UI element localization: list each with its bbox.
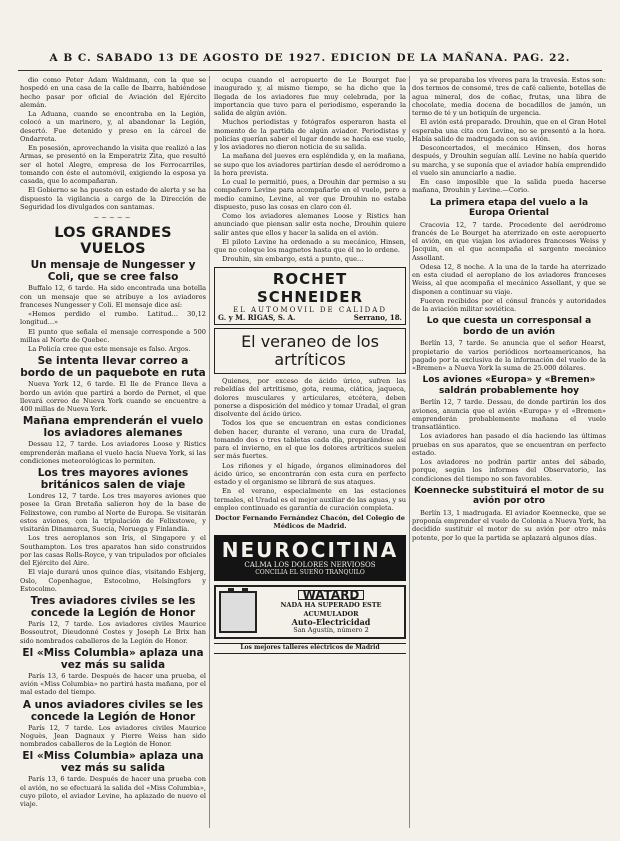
ad-brand: ROCHET SCHNEIDER [257, 269, 363, 306]
paragraph: «Hemos perdido el rumbo. Latitud... 30,12 longitud...» [20, 310, 206, 327]
column-2 [214, 76, 406, 828]
ad-neurocitina [214, 535, 406, 582]
paragraph: ya se preparaba los víveres para la travesía. Estos son: dos termos de consomé, tres de café caliente, botellas de agua mineral, dos de coñac, frutas, una libra de chocolate, media docena de bocadillos de jamón, un termo de té y un botiquín de urgencia. [412, 76, 606, 117]
subhead: Koennecke substituirá el motor de su avión por otro [413, 485, 605, 507]
feature-signature: Doctor Fernando Fernández Chacón, del Colegio de Médicos de Madrid. [215, 514, 405, 531]
paragraph: Quienes, por exceso de ácido úrico, sufren las rebeldías del artritismo, gota, reuma, ciática, jaqueca, dolores musculares y articulares, etcétera, deben ponerse a disposición del médico y tomar Uradal, el gran disolvente del ácido úrico. [214, 377, 406, 418]
ad-dealer: G. y M. RIGAS, S. A. [218, 312, 296, 322]
paragraph: Berlín 13, 7 tarde. Se anuncia que el señor Hearst, propietario de varios periódicos norteamericanos, ha pagado por la exclusiva de la información del vuelo de la «Bremen» a Nueva York la suma de 25.000 dólares. [412, 339, 606, 372]
paragraph: En caso imposible que la salida pueda hacerse mañana, Drouhin y Levine.—Corio. [412, 178, 606, 195]
paragraph: Drouhin, sin embargo, está a punto, que... [222, 255, 364, 264]
paragraph: Todos los que se encuentran en estas condiciones deben hacer, durante el verano, una cura de Uradal, tomando dos o tres tabletas cada día, preparándose así para el invierno, en el que los dolores artríticos suelen ser más fuertes. [214, 419, 406, 461]
ad-claim: CALMA LOS DOLORES NERVIOSOS [244, 560, 376, 569]
paragraph: La mañana del jueves era espléndida y, en la mañana, se supo que los aviadores partirían desde el aeródromo a la hora prevista. [214, 152, 406, 177]
paragraph: Lo cual le permitió, pues, a Drouhin dar permiso a su compañero Levine para acompañarle en el vuelo, pero a medio camino, Levine, al ver que Drouhin no estaba dispuesto, puso las cosas en claro con él. [214, 178, 406, 211]
paragraph: En posesión, aprovechando la visita que realizó a las Armas, se presentó en la Emperatriz Zita, que resultó ser el hotel Alegre, empresa de los Ferrocarriles, tomando con éste el automóvil, exigiendo la esposa ya casada, que lo acompañaran. [20, 144, 206, 185]
paragraph: Nueva York 12, 6 tarde. El Ile de France lleva a bordo un avión que partirá a bordo de Pernet, el que llevará correo de Nueva York cuando se encuentre a 400 millas de Nueva York. [20, 380, 206, 413]
paragraph: Buffalo 12, 6 tarde. Ha sido encontrada una botella con un mensaje que se atribuye a los aviadores franceses Nungesser y Coli. El mensaje dice así: [20, 284, 206, 309]
ad-brand: NEUROCITINA [221, 537, 399, 562]
battery-icon [219, 591, 257, 633]
subhead: Lo que cuesta un corresponsal a bordo de un avión [426, 316, 592, 337]
ad-strip: Los mejores talleres eléctricos de Madrid [214, 643, 406, 653]
paragraph: Los tres aeroplanos son Iris, el Singapore y el Southampton. Los tres aparatos han sido construidos por las casas Rolls-Royce, y van tripulados por oficiales del Ejército del Aire. [20, 534, 206, 567]
subhead: Los tres mayores aviones británicos salen de viaje [37, 467, 189, 491]
ad-line: San Agustín, número 2 [293, 626, 369, 634]
subhead: Un mensaje de Nungesser y Coli, que se cree falso [30, 259, 196, 284]
column-3 [412, 76, 606, 828]
ad-dealer-row [218, 314, 402, 322]
paragraph: La Aduana, cuando se encontraba en la Legión, colocó a un marinero, y, al abandonar la Legión, desertó. Fue detenido y preso en la cárcel de Ondarreta. [20, 110, 206, 143]
ad-address: Serrano, 18. [353, 312, 402, 322]
paragraph: En el verano, especialmente en las estaciones termales, el Uradal es el mejor auxiliar de las aguas, y su empleo continuado es garantía de curación completa. [214, 487, 406, 512]
paragraph: El avión está preparado. Drouhin, que en el Gran Hotel esperaba una cita con Levine, no se presentó a la hora. Había salido de madrugada con su avión. [412, 118, 606, 143]
subhead: A unos aviadores civiles se les concede la Legión de Honor [22, 698, 204, 723]
paragraph: El punto que señala el mensaje corresponde a 500 millas al Norte de Quebec. [20, 327, 206, 344]
paragraph: El Gobierno se ha puesto en estado de alerta y se ha dispuesto la vigilancia a cargo de la Dirección de Seguridad los divulgados con santamas. [20, 186, 206, 211]
paragraph: Como los aviadores alemanes Loose y Ristics han anunciado que piensan salir esta noche, Drouhin quiere salir antes que ellos y hacer la salida en el avión. [214, 212, 406, 237]
paragraph: Los riñones y el hígado, órganos eliminadores del ácido úrico, se encontrarán con esta cura en perfecto estado y el organismo se librará de sus ataques. [214, 461, 406, 486]
paragraph: El viaje durará unos quince días, visitando Esbjerg, Oslo, Copenhague, Estocolmo, Helsingfors y Estocolmo. [20, 568, 206, 593]
paragraph: París 12, 7 tarde. Los aviadores civiles Maurice Noguès, Jean Dagnaux y Pierre Weiss han sido nombrados caballeros de la Legión de Honor. [20, 723, 206, 748]
feature-title: El veraneo de los artríticos [214, 328, 406, 374]
subhead: El «Miss Columbia» aplaza una vez más su salida [22, 646, 204, 671]
paragraph: París 13, 6 tarde. Después de hacer una prueba con el avión, no se efectuará la salida del «Miss Columbia», cuyo piloto, el aviador Levine, ha aplazado de nuevo el viaje. [20, 775, 206, 808]
ad-brand: WATARD [298, 590, 365, 600]
paragraph: Londres 12, 7 tarde. Los tres mayores aviones que posee la Gran Bretaña salieron hoy de la base de Felixstowe, con rumbo al Norte de Europa. Se visitarán estos aviones, con la tripulación de Felixstowe, y visitarán Dinamarca, Suecia, Noruega y Finlandia. [20, 492, 206, 533]
subhead: El «Miss Columbia» aplaza una vez más su salida [22, 750, 204, 775]
paragraph: dio como Peter Adam Waldmann, con la que se hospedó en una casa de la calle de Ibarra, habiéndose hecho pasar por oficial de Aviación del Ejército alemán. [20, 76, 206, 109]
paragraph: Muchos periodistas y fotógrafos esperaron hasta el momento de la partida de algún aviador. Periodistas y policías querían saber el lugar donde se hacía ese vuelo, y los aviadores no dieron noticia de su salida. [214, 118, 406, 151]
column-divider-1 [209, 76, 210, 828]
column-divider-2 [409, 76, 410, 828]
ad-line: Auto-Electricidad [291, 616, 371, 627]
paragraph: ocupa cuando el aeropuerto de Le Bourget fue inaugurado y, al mismo tiempo, se ha dicho que la llegada de los aviadores fue muy celebrada, por la importancia que tuvo para el periodismo, esperando la salida de algún avión. [214, 76, 406, 117]
paragraph: Berlín 13, 1 madrugada. El aviador Koennecke, que se proponía emprender el vuelo de Colonia a Nueva York, ha decidido sustituir el motor de su avión por otro más potente, por lo que la partida se aplazará algunos días. [412, 508, 606, 542]
paragraph: La Policía cree que este mensaje es falso. Argos. [28, 345, 191, 353]
paragraph: Berlín 12, 7 tarde. Dessau, de donde partirán los dos aviones, anuncia que el avión «Europa» y el «Bremen» emprenderán probablemente mañana el vuelo transatlántico. [412, 398, 606, 431]
paragraph: Cracovia 12, 7 tarde. Procedente del aeródromo francés de Le Bourget ha aterrizado en este aeropuerto el avión, en que viajan los aviadores franceses Weiss y Jacquin, en el que acompaña el sargento mecánico Assollant. [412, 220, 606, 262]
ad-tagline: EL AUTOMOVIL DE CALIDAD [233, 305, 387, 314]
ad-line: NADA HA SUPERADO ESTE ACUMULADOR [280, 601, 382, 618]
subhead: La primera etapa del vuelo a la Europa Oriental [429, 197, 589, 218]
paragraph: Odesa 12, 8 noche. A la una de la tarde ha aterrizado en esta ciudad el aeroplano de los aviadores franceses Weiss, al que acompaña el mecánico Assollant, y que se disponen a continuar su viaje. [412, 262, 606, 296]
ad-watard [214, 585, 406, 639]
paragraph: París 13, 6 tarde. Después de hacer una prueba, el avión «Miss Columbia» no partirá hasta mañana, por el mal estado del tiempo. [20, 671, 206, 697]
paragraph: Fueron recibidos por el cónsul francés y autoridades de la aviación militar soviética. [412, 296, 606, 313]
ad-rochet-schneider [214, 267, 406, 326]
ad-sub: CONCILIA EL SUEÑO TRANQUILO [255, 568, 365, 576]
subhead: Tres aviadores civiles se les concede la Legión de Honor [30, 595, 196, 619]
ornament-divider: ~~~~~ [93, 214, 133, 222]
paragraph: Dessau 12, 7 tarde. Los aviadores Loose y Ristics emprenderán mañana el vuelo hacia Nueva York, si las condiciones meteorológicas lo permiten. [20, 440, 206, 465]
headline-grandes-vuelos: LOS GRANDES VUELOS [54, 225, 172, 258]
column-1 [20, 76, 206, 828]
ad-text [261, 590, 401, 634]
paragraph: Los aviadores no podrán partir antes del sábado, porque, según los informes del Observatorio, las condiciones del tiempo no son favorables. [412, 458, 606, 483]
subhead: Mañana emprenderán el vuelo los aviadores alemanes [22, 415, 204, 440]
paragraph: Los aviadores han pasado el día haciendo las últimas pruebas en sus aparatos, que se encuentran en perfecto estado. [412, 432, 606, 457]
paragraph: El piloto Levine ha ordenado a su mecánico, Hinsen, que no coloque los magnetos hasta que él no lo ordene. [214, 237, 406, 254]
paragraph: Desconcertados, el mecánico Hinsen, dos horas después, y Drouhin seguían allí. Levine no había querido su marcha, y se suponía que el aviador había emprendido el vuelo sin anunciarlo a nadie. [412, 144, 606, 177]
page-header: A B C. SABADO 13 DE AGOSTO DE 1927. EDICION DE LA MAÑANA. PAG. 22. [49, 52, 571, 64]
header-rule [18, 70, 602, 71]
paragraph: París 12, 7 tarde. Los aviadores civiles Maurice Bossoutrot, Dieudonné Costes y Joseph Le Brix han sido nombrados caballeros de la Legión de Honor. [20, 620, 206, 645]
subhead: Se intenta llevar correo a bordo de un paquebote en ruta [20, 355, 206, 380]
subhead: Los aviones «Europa» y «Bremen» saldrán probablemente hoy [422, 375, 596, 396]
